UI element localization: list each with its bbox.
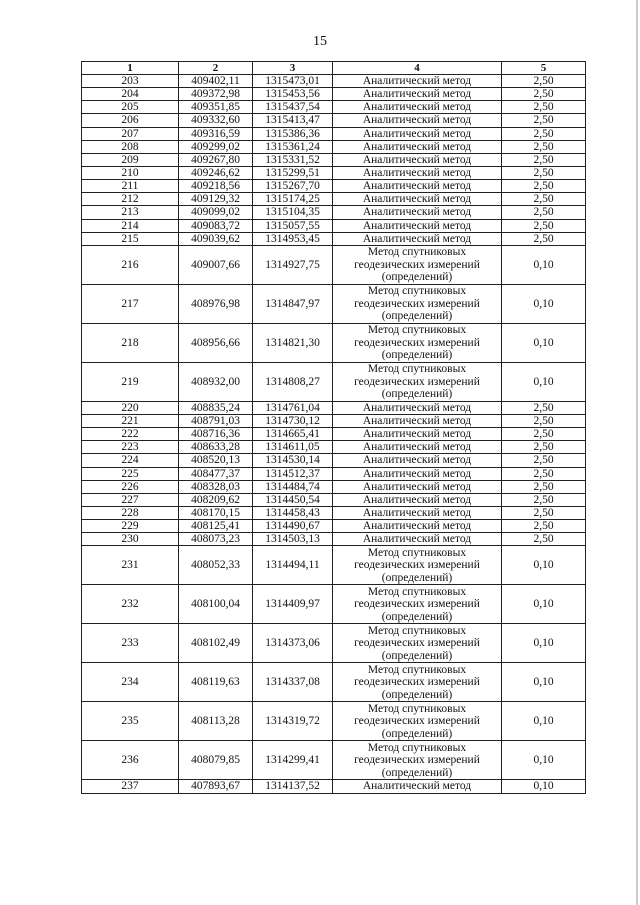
method-cell: Аналитический метод	[333, 533, 502, 546]
method-cell: Аналитический метод	[333, 232, 502, 245]
y-coordinate-cell: 1315299,51	[253, 166, 333, 179]
method-cell: Аналитический метод	[333, 101, 502, 114]
x-coordinate-cell: 409083,72	[179, 219, 253, 232]
method-cell: Аналитический метод	[333, 401, 502, 414]
y-coordinate-cell: 1314494,11	[253, 546, 333, 585]
accuracy-cell: 0,10	[502, 780, 586, 793]
table-row	[82, 493, 586, 506]
accuracy-cell: 2,50	[502, 88, 586, 101]
table-row	[82, 624, 586, 663]
x-coordinate-cell: 408209,62	[179, 493, 253, 506]
method-cell: Аналитический метод	[333, 166, 502, 179]
x-coordinate-cell: 408932,00	[179, 362, 253, 401]
point-number-cell: 206	[82, 114, 179, 127]
table-row	[82, 153, 586, 166]
method-cell: Метод спутниковых геодезических измерений (определений)	[333, 323, 502, 362]
x-coordinate-cell: 408125,41	[179, 520, 253, 533]
x-coordinate-cell: 408791,03	[179, 414, 253, 427]
y-coordinate-cell: 1314512,37	[253, 467, 333, 480]
method-cell: Аналитический метод	[333, 441, 502, 454]
accuracy-cell: 0,10	[502, 245, 586, 284]
x-coordinate-cell: 408956,66	[179, 323, 253, 362]
x-coordinate-cell: 408102,49	[179, 624, 253, 663]
table-row	[82, 140, 586, 153]
x-coordinate-cell: 408073,23	[179, 533, 253, 546]
table-row	[82, 663, 586, 702]
table-row	[82, 780, 586, 793]
method-cell: Аналитический метод	[333, 506, 502, 519]
point-number-cell: 216	[82, 245, 179, 284]
accuracy-cell: 0,10	[502, 546, 586, 585]
y-coordinate-cell: 1315453,56	[253, 88, 333, 101]
accuracy-cell: 0,10	[502, 741, 586, 780]
method-cell: Аналитический метод	[333, 153, 502, 166]
accuracy-cell: 2,50	[502, 75, 586, 88]
table-row	[82, 88, 586, 101]
x-coordinate-cell: 409332,60	[179, 114, 253, 127]
table-row	[82, 741, 586, 780]
method-cell: Аналитический метод	[333, 219, 502, 232]
point-number-cell: 230	[82, 533, 179, 546]
x-coordinate-cell: 408976,98	[179, 284, 253, 323]
accuracy-cell: 2,50	[502, 206, 586, 219]
column-header: 5	[502, 62, 586, 75]
y-coordinate-cell: 1314458,43	[253, 506, 333, 519]
table-row	[82, 414, 586, 427]
table-row	[82, 206, 586, 219]
y-coordinate-cell: 1314821,30	[253, 323, 333, 362]
accuracy-cell: 2,50	[502, 114, 586, 127]
accuracy-cell: 0,10	[502, 663, 586, 702]
method-cell: Аналитический метод	[333, 480, 502, 493]
accuracy-cell: 2,50	[502, 493, 586, 506]
table-header-row	[82, 62, 586, 75]
method-cell: Аналитический метод	[333, 193, 502, 206]
y-coordinate-cell: 1314373,06	[253, 624, 333, 663]
y-coordinate-cell: 1315361,24	[253, 140, 333, 153]
x-coordinate-cell: 409316,59	[179, 127, 253, 140]
table-row	[82, 245, 586, 284]
table-row	[82, 702, 586, 741]
point-number-cell: 207	[82, 127, 179, 140]
accuracy-cell: 2,50	[502, 414, 586, 427]
table-row	[82, 520, 586, 533]
column-header: 1	[82, 62, 179, 75]
method-cell: Метод спутниковых геодезических измерений (определений)	[333, 362, 502, 401]
point-number-cell: 235	[82, 702, 179, 741]
accuracy-cell: 2,50	[502, 441, 586, 454]
table-row	[82, 75, 586, 88]
y-coordinate-cell: 1314450,54	[253, 493, 333, 506]
method-cell: Аналитический метод	[333, 428, 502, 441]
column-header: 4	[333, 62, 502, 75]
x-coordinate-cell: 409372,98	[179, 88, 253, 101]
method-cell: Метод спутниковых геодезических измерений (определений)	[333, 702, 502, 741]
method-cell: Аналитический метод	[333, 114, 502, 127]
x-coordinate-cell: 409218,56	[179, 180, 253, 193]
accuracy-cell: 2,50	[502, 193, 586, 206]
table-row	[82, 114, 586, 127]
table-row	[82, 166, 586, 179]
x-coordinate-cell: 409299,02	[179, 140, 253, 153]
coordinates-table	[81, 61, 586, 794]
point-number-cell: 217	[82, 284, 179, 323]
point-number-cell: 215	[82, 232, 179, 245]
accuracy-cell: 2,50	[502, 520, 586, 533]
accuracy-cell: 2,50	[502, 127, 586, 140]
accuracy-cell: 2,50	[502, 506, 586, 519]
x-coordinate-cell: 408633,28	[179, 441, 253, 454]
point-number-cell: 211	[82, 180, 179, 193]
column-header: 3	[253, 62, 333, 75]
accuracy-cell: 0,10	[502, 624, 586, 663]
x-coordinate-cell: 409402,11	[179, 75, 253, 88]
x-coordinate-cell: 408113,28	[179, 702, 253, 741]
point-number-cell: 204	[82, 88, 179, 101]
x-coordinate-cell: 408835,24	[179, 401, 253, 414]
method-cell: Метод спутниковых геодезических измерений (определений)	[333, 663, 502, 702]
method-cell: Аналитический метод	[333, 140, 502, 153]
method-cell: Аналитический метод	[333, 414, 502, 427]
table-row	[82, 193, 586, 206]
y-coordinate-cell: 1315386,36	[253, 127, 333, 140]
point-number-cell: 222	[82, 428, 179, 441]
point-number-cell: 224	[82, 454, 179, 467]
accuracy-cell: 2,50	[502, 232, 586, 245]
y-coordinate-cell: 1314137,52	[253, 780, 333, 793]
x-coordinate-cell: 408716,36	[179, 428, 253, 441]
table-row	[82, 585, 586, 624]
x-coordinate-cell: 408170,15	[179, 506, 253, 519]
point-number-cell: 203	[82, 75, 179, 88]
method-cell: Аналитический метод	[333, 454, 502, 467]
point-number-cell: 237	[82, 780, 179, 793]
x-coordinate-cell: 408477,37	[179, 467, 253, 480]
y-coordinate-cell: 1314337,08	[253, 663, 333, 702]
y-coordinate-cell: 1314319,72	[253, 702, 333, 741]
method-cell: Аналитический метод	[333, 493, 502, 506]
table-row	[82, 232, 586, 245]
point-number-cell: 213	[82, 206, 179, 219]
table-row	[82, 323, 586, 362]
point-number-cell: 227	[82, 493, 179, 506]
y-coordinate-cell: 1314611,05	[253, 441, 333, 454]
point-number-cell: 223	[82, 441, 179, 454]
table-row	[82, 533, 586, 546]
point-number-cell: 226	[82, 480, 179, 493]
point-number-cell: 225	[82, 467, 179, 480]
point-number-cell: 220	[82, 401, 179, 414]
accuracy-cell: 0,10	[502, 362, 586, 401]
table-row	[82, 480, 586, 493]
y-coordinate-cell: 1315437,54	[253, 101, 333, 114]
point-number-cell: 209	[82, 153, 179, 166]
method-cell: Метод спутниковых геодезических измерений (определений)	[333, 546, 502, 585]
table-row	[82, 467, 586, 480]
y-coordinate-cell: 1314730,12	[253, 414, 333, 427]
y-coordinate-cell: 1314953,45	[253, 232, 333, 245]
accuracy-cell: 2,50	[502, 401, 586, 414]
x-coordinate-cell: 408520,13	[179, 454, 253, 467]
point-number-cell: 221	[82, 414, 179, 427]
point-number-cell: 236	[82, 741, 179, 780]
y-coordinate-cell: 1314927,75	[253, 245, 333, 284]
method-cell: Аналитический метод	[333, 127, 502, 140]
point-number-cell: 232	[82, 585, 179, 624]
accuracy-cell: 2,50	[502, 428, 586, 441]
x-coordinate-cell: 409007,66	[179, 245, 253, 284]
table-row	[82, 180, 586, 193]
method-cell: Аналитический метод	[333, 780, 502, 793]
x-coordinate-cell: 409129,32	[179, 193, 253, 206]
accuracy-cell: 2,50	[502, 166, 586, 179]
page-edge-shadow	[636, 0, 638, 905]
method-cell: Аналитический метод	[333, 467, 502, 480]
table-body	[82, 75, 586, 794]
y-coordinate-cell: 1315057,55	[253, 219, 333, 232]
table-row	[82, 546, 586, 585]
table-row	[82, 441, 586, 454]
point-number-cell: 228	[82, 506, 179, 519]
y-coordinate-cell: 1314299,41	[253, 741, 333, 780]
y-coordinate-cell: 1314484,74	[253, 480, 333, 493]
accuracy-cell: 2,50	[502, 140, 586, 153]
point-number-cell: 229	[82, 520, 179, 533]
method-cell: Метод спутниковых геодезических измерений (определений)	[333, 741, 502, 780]
y-coordinate-cell: 1314503,13	[253, 533, 333, 546]
point-number-cell: 219	[82, 362, 179, 401]
x-coordinate-cell: 409246,62	[179, 166, 253, 179]
y-coordinate-cell: 1315267,70	[253, 180, 333, 193]
method-cell: Аналитический метод	[333, 75, 502, 88]
table-row	[82, 127, 586, 140]
x-coordinate-cell: 409039,62	[179, 232, 253, 245]
accuracy-cell: 0,10	[502, 585, 586, 624]
point-number-cell: 205	[82, 101, 179, 114]
y-coordinate-cell: 1314490,67	[253, 520, 333, 533]
method-cell: Метод спутниковых геодезических измерений (определений)	[333, 245, 502, 284]
accuracy-cell: 2,50	[502, 467, 586, 480]
table-row	[82, 362, 586, 401]
accuracy-cell: 2,50	[502, 480, 586, 493]
y-coordinate-cell: 1315104,35	[253, 206, 333, 219]
table-row	[82, 401, 586, 414]
table-row	[82, 506, 586, 519]
x-coordinate-cell: 407893,67	[179, 780, 253, 793]
method-cell: Аналитический метод	[333, 520, 502, 533]
accuracy-cell: 0,10	[502, 284, 586, 323]
x-coordinate-cell: 408100,04	[179, 585, 253, 624]
x-coordinate-cell: 408328,03	[179, 480, 253, 493]
page-number: 15	[313, 34, 327, 49]
point-number-cell: 212	[82, 193, 179, 206]
accuracy-cell: 2,50	[502, 180, 586, 193]
point-number-cell: 214	[82, 219, 179, 232]
y-coordinate-cell: 1314530,14	[253, 454, 333, 467]
x-coordinate-cell: 409351,85	[179, 101, 253, 114]
y-coordinate-cell: 1314665,41	[253, 428, 333, 441]
point-number-cell: 234	[82, 663, 179, 702]
table-row	[82, 284, 586, 323]
point-number-cell: 231	[82, 546, 179, 585]
point-number-cell: 218	[82, 323, 179, 362]
y-coordinate-cell: 1315331,52	[253, 153, 333, 166]
point-number-cell: 233	[82, 624, 179, 663]
x-coordinate-cell: 408052,33	[179, 546, 253, 585]
accuracy-cell: 2,50	[502, 454, 586, 467]
x-coordinate-cell: 408119,63	[179, 663, 253, 702]
y-coordinate-cell: 1314409,97	[253, 585, 333, 624]
point-number-cell: 210	[82, 166, 179, 179]
method-cell: Метод спутниковых геодезических измерений (определений)	[333, 284, 502, 323]
table-row	[82, 428, 586, 441]
method-cell: Аналитический метод	[333, 88, 502, 101]
x-coordinate-cell: 409099,02	[179, 206, 253, 219]
table-row	[82, 219, 586, 232]
accuracy-cell: 0,10	[502, 323, 586, 362]
x-coordinate-cell: 409267,80	[179, 153, 253, 166]
column-header: 2	[179, 62, 253, 75]
coordinates-table-container	[81, 61, 585, 794]
method-cell: Аналитический метод	[333, 206, 502, 219]
table-row	[82, 454, 586, 467]
y-coordinate-cell: 1315174,25	[253, 193, 333, 206]
y-coordinate-cell: 1314847,97	[253, 284, 333, 323]
accuracy-cell: 2,50	[502, 101, 586, 114]
accuracy-cell: 2,50	[502, 533, 586, 546]
accuracy-cell: 2,50	[502, 153, 586, 166]
table-row	[82, 101, 586, 114]
accuracy-cell: 2,50	[502, 219, 586, 232]
x-coordinate-cell: 408079,85	[179, 741, 253, 780]
y-coordinate-cell: 1314808,27	[253, 362, 333, 401]
method-cell: Метод спутниковых геодезических измерений (определений)	[333, 624, 502, 663]
accuracy-cell: 0,10	[502, 702, 586, 741]
method-cell: Аналитический метод	[333, 180, 502, 193]
y-coordinate-cell: 1315473,01	[253, 75, 333, 88]
y-coordinate-cell: 1314761,04	[253, 401, 333, 414]
method-cell: Метод спутниковых геодезических измерений (определений)	[333, 585, 502, 624]
y-coordinate-cell: 1315413,47	[253, 114, 333, 127]
point-number-cell: 208	[82, 140, 179, 153]
